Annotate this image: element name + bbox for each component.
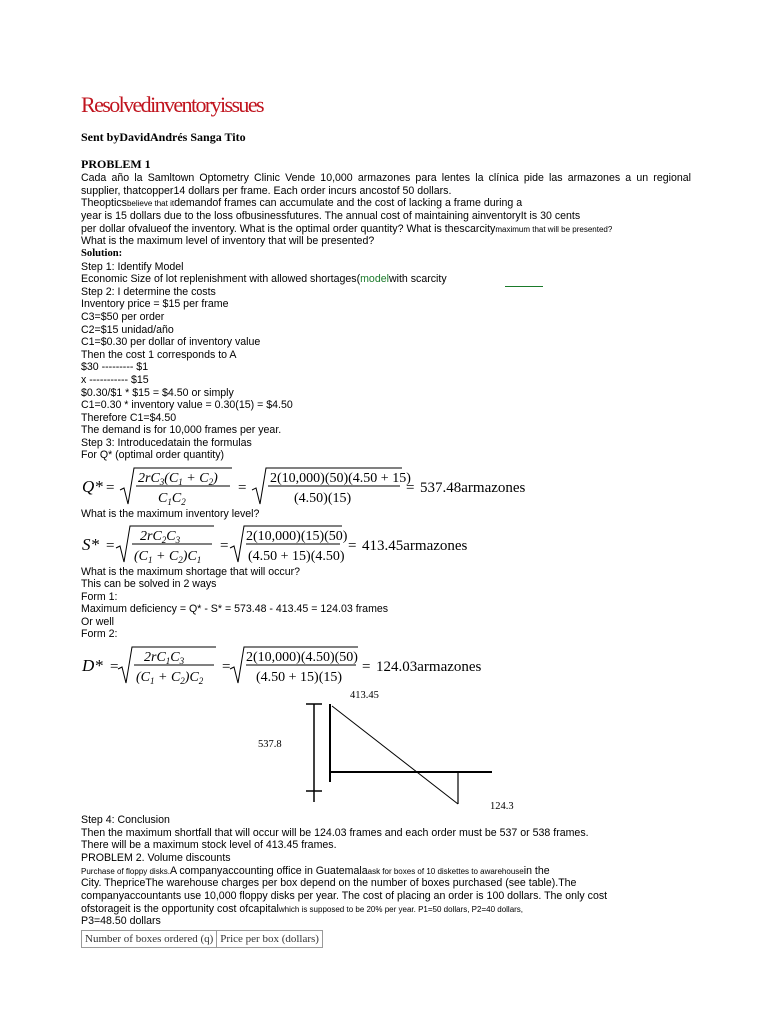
text-run: Purchase of floppy disks.	[81, 867, 170, 876]
text-run: demandof frames can accumulate and the cost of lacking a frame during a	[174, 197, 523, 209]
table-header-cell: Price per box (dollars)	[217, 931, 323, 948]
or-well-line: Or well	[81, 616, 114, 628]
cost-line: x ----------- $15	[81, 374, 149, 386]
svg-text:=: =	[110, 659, 119, 675]
svg-text:(4.50 + 15)(4.50): (4.50 + 15)(4.50)	[248, 549, 345, 564]
svg-text:=: =	[222, 659, 231, 675]
depletion-line	[332, 706, 458, 804]
link-underline[interactable]	[505, 286, 543, 287]
max-inventory-question: What is the maximum inventory level?	[81, 508, 260, 520]
table-row	[82, 931, 323, 948]
problem1-line-c: year is 15 dollars due to the loss ofbusinessfutures. The annual cost of maintaining ainventoryIt is 30 cents	[81, 210, 581, 222]
diagram-left-label: 537.8	[258, 739, 282, 750]
boxes-price-table	[81, 930, 323, 948]
q-formula	[80, 462, 530, 508]
svg-text:C1C2: $C_1C_2$	[158, 491, 186, 507]
svg-text:=: =	[220, 538, 229, 554]
text-run: which is supposed to be 20% per year. P1=50 dollars, P2=40 dollars,	[278, 905, 524, 914]
d-result: 124.03armazones	[376, 659, 482, 675]
byline: Sent byDavidAndrés Sanga Tito	[81, 130, 246, 144]
model-line	[81, 273, 447, 286]
cost-line: C1=$0.30 per dollar of inventory value	[81, 336, 261, 348]
cost-line: Inventory price = $15 per frame	[81, 298, 229, 310]
text-run: maximum that will be presented?	[495, 225, 613, 234]
d-formula	[80, 641, 520, 687]
svg-text:=: =	[348, 538, 357, 554]
page-title: Resolvedinventoryissues	[81, 92, 263, 117]
cost-line: $30 --------- $1	[81, 361, 149, 373]
form1-label: Form 1:	[81, 591, 118, 603]
table-header-cell: Number of boxes ordered (q)	[82, 931, 217, 948]
conclusion-line: Then the maximum shortfall that will occur will be 124.03 frames and each order must be 537 or 538 frames.	[81, 827, 589, 839]
text-run: per dollar ofvalueof the inventory. What is the optimal order quantity? What is thescarcity	[81, 223, 496, 235]
text-run: warehouse	[484, 867, 524, 876]
max-deficiency-line: Maximum deficiency = Q* - S* = 573.48 - 413.45 = 124.03 frames	[81, 603, 389, 615]
svg-text:2rC3(C1 + C2): $2rC_3(C_1 + C_2)$	[138, 471, 218, 487]
cost-line: $0.30/$1 * $15 = $4.50 or simply	[81, 387, 234, 399]
cost-line: C2=$15 unidad/año	[81, 324, 174, 336]
s-result: 413.45armazones	[362, 538, 468, 554]
diagram-top-label: 413.45	[350, 690, 379, 701]
q-result: 537.48armazones	[420, 480, 526, 496]
conclusion-line: There will be a maximum stock level of 413.45 frames.	[81, 839, 337, 851]
svg-text:Q*: Q*	[82, 477, 103, 496]
text-run: Economic Size of lot replenishment with allowed shortages(	[81, 273, 361, 285]
max-shortage-question: What is the maximum shortage that will occur?	[81, 566, 301, 578]
model-link[interactable]: model	[360, 273, 389, 285]
cost-line: Then the cost 1 corresponds to A	[81, 349, 237, 361]
for-q-label: For Q* (optimal order quantity)	[81, 449, 225, 461]
svg-text:=: =	[362, 659, 371, 675]
problem2-heading: PROBLEM 2. Volume discounts	[81, 852, 231, 864]
ways-line: This can be solved in 2 ways	[81, 578, 217, 590]
cost-line: Therefore C1=$4.50	[81, 412, 177, 424]
problem1-line-b	[81, 197, 522, 211]
step2: Step 2: I determine the costs	[81, 286, 216, 298]
svg-text:2rC1C3: $2rC_1C_3$	[144, 650, 185, 666]
text-run: ask for boxes of 10 diskettes to a	[367, 867, 485, 876]
svg-text:(4.50)(15): (4.50)(15)	[294, 491, 352, 506]
cost-line: C1=0.30 * inventory value = 0.30(15) = $4.50	[81, 399, 293, 411]
inventory-diagram	[250, 684, 514, 814]
form2-label: Form 2:	[81, 628, 118, 640]
svg-text:(4.50 + 15)(15): (4.50 + 15)(15)	[256, 670, 343, 685]
problem2-line-c: companyaccountants use 10,000 floppy disks per year. The cost of placing an order is 100 dollars. The only cost	[81, 890, 608, 902]
svg-text:S*: S*	[82, 535, 99, 554]
text-run: ofstorageit is the opportunity cost ofcapital	[81, 903, 279, 915]
step1: Step 1: Identify Model	[81, 261, 184, 273]
problem1-line-e: What is the maximum level of inventory that will be presented?	[81, 235, 375, 247]
svg-text:D*: D*	[82, 656, 103, 675]
svg-text:(C1 + C2)C1: $(C_1 + C_2)C_1$	[134, 549, 202, 565]
diagram-bottom-label: 124.3	[490, 801, 514, 812]
problem2-line-e: P3=48.50 dollars	[81, 915, 161, 927]
svg-text:=: =	[106, 480, 115, 496]
svg-text:2rC2C3: $2rC_2C_3$	[140, 529, 181, 545]
text-run: in the	[523, 865, 550, 877]
svg-text:(C1 + C2)C2: $(C_1 + C_2)C_2$	[136, 670, 204, 686]
text-run: A companyaccounting office in Guatemala	[169, 865, 368, 877]
s-formula	[80, 520, 520, 566]
svg-text:=: =	[238, 480, 247, 496]
svg-text:=: =	[406, 480, 415, 496]
step3: Step 3: Introducedatain the formulas	[81, 437, 252, 449]
cost-line: C3=$50 per order	[81, 311, 165, 323]
svg-text:2(10,000)(4.50)(50): 2(10,000)(4.50)(50)	[246, 650, 358, 665]
problem1-heading: PROBLEM 1	[81, 157, 151, 171]
text-run: believe that it	[126, 199, 175, 208]
problem2-line-b: City. ThepriceThe warehouse charges per box depend on the number of boxes purchased (see table).The	[81, 877, 577, 889]
text-run: with scarcity	[388, 273, 447, 285]
step4: Step 4: Conclusion	[81, 814, 170, 826]
svg-text:=: =	[106, 538, 115, 554]
solution-heading: Solution:	[81, 248, 123, 259]
svg-text:2(10,000)(50)(4.50 + 15): 2(10,000)(50)(4.50 + 15)	[270, 471, 411, 486]
text-run: Theoptics	[81, 197, 127, 209]
svg-text:2(10,000)(15)(50): 2(10,000)(15)(50)	[246, 529, 348, 544]
problem1-intro: Cada año la Samltown Optometry Clinic Vende 10,000 armazones para lentes la clínica pide las armazones a un regional supplier, thatcopper14 dollars per frame. Each order incurs ancostof 50 dollars.	[81, 172, 691, 197]
cost-line: The demand is for 10,000 frames per year.	[81, 424, 282, 436]
